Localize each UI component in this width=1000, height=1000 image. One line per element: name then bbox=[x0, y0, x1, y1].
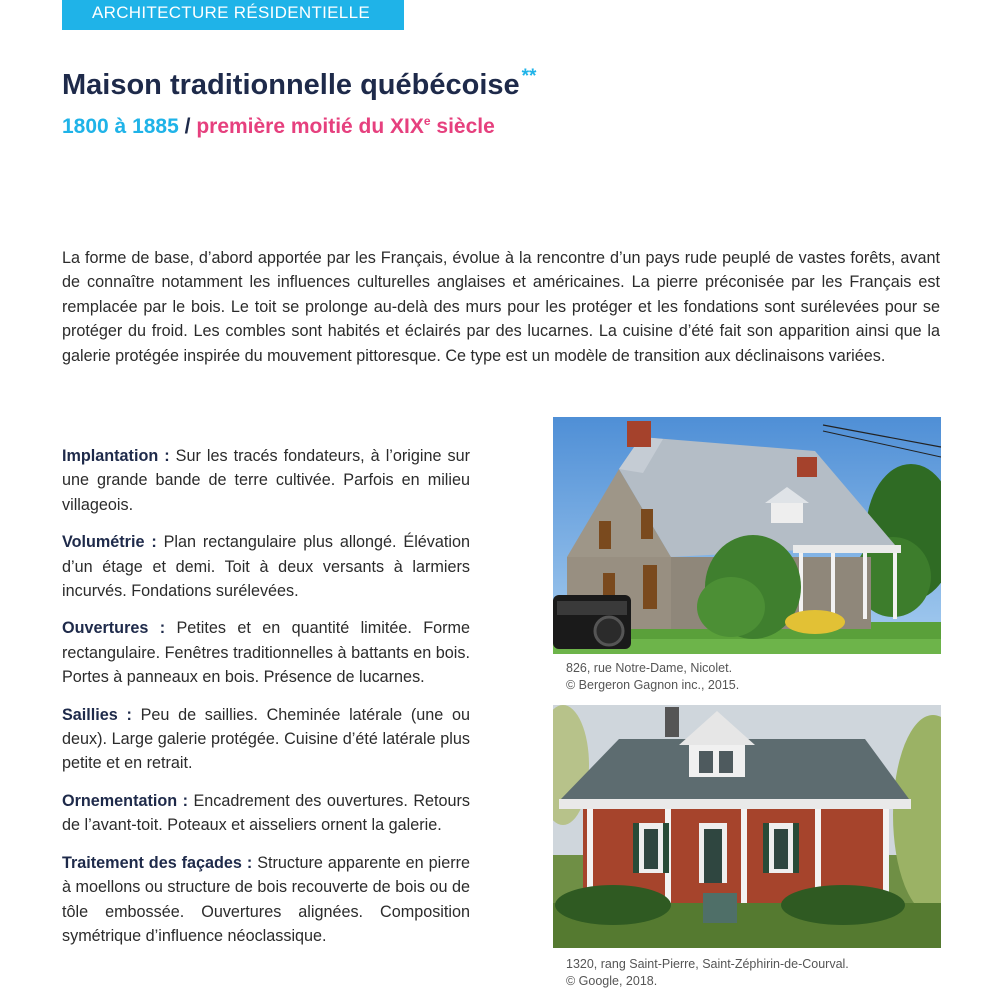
photo-caption-1 bbox=[566, 660, 739, 694]
title-marker: ** bbox=[521, 66, 537, 87]
feature-text: Sur les tracés fondateurs, à l’origine sur une grande bande de terre cultivée. Parfois en milieu villageois. bbox=[62, 447, 470, 514]
feature-text: Peu de saillies. Cheminée latérale (une ou deux). Large galerie protégée. Cuisine d’été latérale plus petite et en retrait. bbox=[62, 705, 470, 773]
feature-text: Structure apparente en pierre à moellons ou structure de bois recouverte de bois ou de tôle embossée. Ouvertures alignées. Composition symétrique d’influence néoclassique. bbox=[62, 853, 470, 945]
category-label: ARCHITECTURE RÉSIDENTIELLE bbox=[92, 3, 370, 22]
page-title-text: Maison traditionnelle québécoise bbox=[62, 69, 520, 101]
subtitle-period bbox=[196, 115, 495, 138]
subtitle-period-end: siècle bbox=[430, 115, 495, 138]
feature-text: Petites et en quantité limitée. Forme rectangulaire. Fenêtres traditionnelles à battants en bois. Portes à panneaux en bois. Présence de lucarnes. bbox=[62, 619, 471, 687]
features-list bbox=[62, 444, 470, 961]
feature-label: Traitement des façades : bbox=[62, 853, 253, 872]
feature-text: Plan rectangulaire plus allongé. Élévation d’un étage et demi. Toit à deux versants à larmiers incurvés. Fondations surélevées. bbox=[62, 533, 471, 601]
feature-implantation bbox=[62, 444, 470, 517]
caption-credit: © Google, 2018. bbox=[566, 974, 658, 988]
feature-ouvertures bbox=[62, 616, 470, 689]
feature-traitement-facades bbox=[62, 851, 470, 949]
subtitle-period-sup: e bbox=[423, 114, 431, 128]
house-photo-stone bbox=[553, 417, 941, 654]
feature-label: Ouvertures : bbox=[62, 619, 166, 638]
category-banner bbox=[62, 0, 404, 30]
feature-label: Ornementation : bbox=[62, 791, 189, 810]
feature-label: Volumétrie : bbox=[62, 533, 157, 552]
house-photo-brick bbox=[553, 705, 941, 948]
subtitle-separator: / bbox=[178, 115, 197, 138]
caption-credit: © Bergeron Gagnon inc., 2015. bbox=[566, 678, 740, 692]
caption-address: 1320, rang Saint-Pierre, Saint-Zéphirin-de-Courval. bbox=[566, 957, 849, 971]
feature-text: Encadrement des ouvertures. Retours de l’avant-toit. Poteaux et aisseliers ornent la galerie. bbox=[62, 791, 471, 835]
subtitle-dates: 1800 à 1885 bbox=[62, 115, 179, 138]
caption-address: 826, rue Notre-Dame, Nicolet. bbox=[566, 661, 733, 675]
page-title bbox=[62, 66, 536, 102]
photo-caption-2 bbox=[566, 956, 849, 990]
feature-label: Implantation : bbox=[62, 447, 170, 465]
subtitle-period-main: première moitié du XIX bbox=[196, 115, 424, 138]
feature-ornementation bbox=[62, 789, 470, 838]
feature-saillies bbox=[62, 703, 470, 776]
intro-paragraph: La forme de base, d’abord apportée par les Français, évolue à la rencontre d’un pays rude peuplé de vastes forêts, avant de connaître notamment les influences culturelles anglaises et américaines. La pierre préconisée par les Français est remplacée par le bois. Le toit se prolonge au-delà des murs pour les protéger et les fondations sont surélevées pour se protéger du froid. Les combles sont habités et éclairés par des lucarnes. La cuisine d’été fait son apparition ainsi que la galerie protégée inspirée du mouvement pittoresque. Ce type est un modèle de transition aux déclinaisons variées. bbox=[62, 249, 940, 365]
feature-volumetrie bbox=[62, 530, 470, 603]
feature-label: Saillies : bbox=[62, 705, 132, 724]
page-subtitle bbox=[62, 114, 495, 139]
